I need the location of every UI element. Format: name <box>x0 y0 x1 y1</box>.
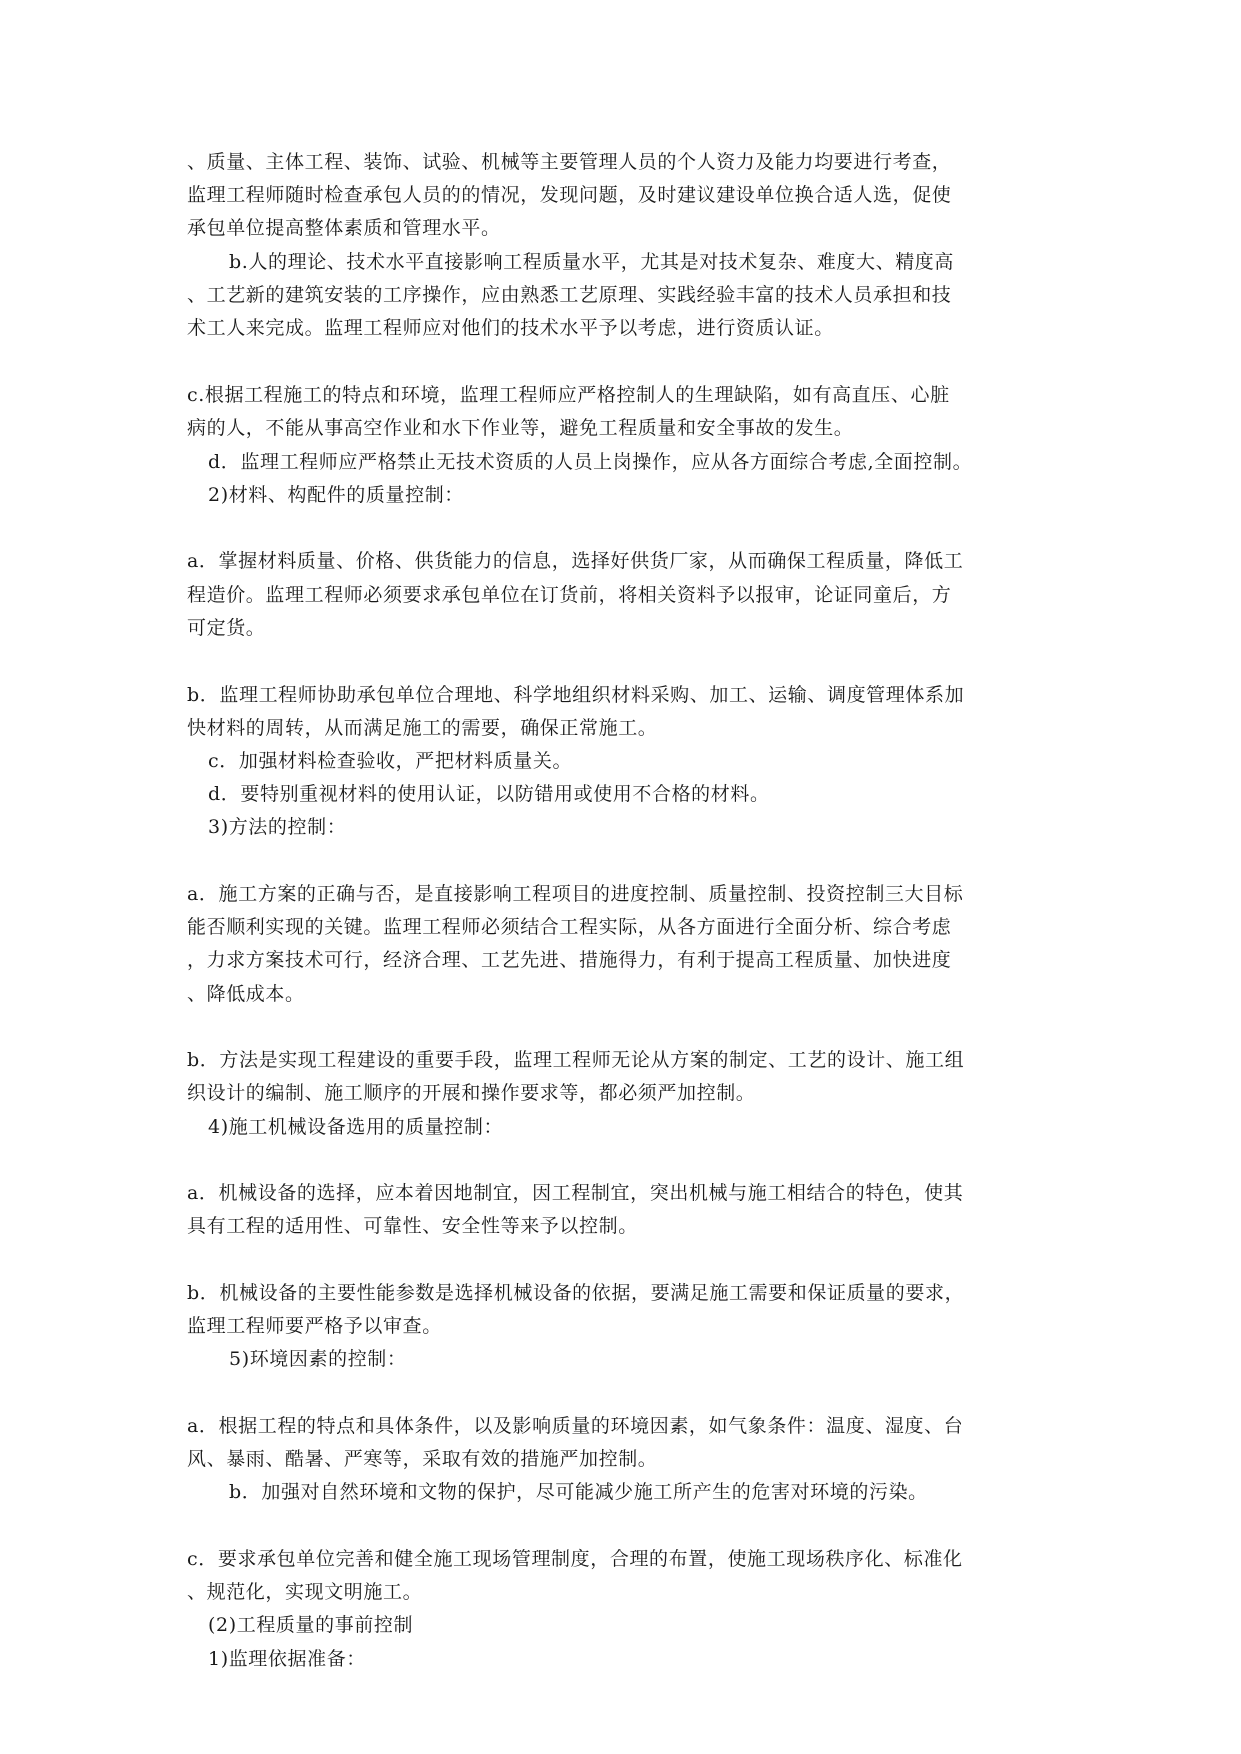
text-line: 病的人，不能从事高空作业和水下作业等，避免工程质量和安全事故的发生。 <box>187 417 854 439</box>
text-line: ，力求方案技术可行，经济合理、工艺先进、措施得力，有利于提高工程质量、加快进度 <box>187 949 952 971</box>
text-line: 、工艺新的建筑安装的工序操作，应由熟悉工艺原理、实践经验丰富的技术人员承担和技 <box>187 284 952 306</box>
text-line: 监理工程师随时检查承包人员的的情况，发现问题，及时建议建设单位换合适人选，促使 <box>187 184 952 206</box>
text-line: 织设计的编制、施工顺序的开展和操作要求等，都必须严加控制。 <box>187 1082 756 1104</box>
text-line: 程造价。监理工程师必须要求承包单位在订货前，将相关资料予以报审，论证同童后，方 <box>187 584 952 606</box>
text-line: a．掌握材料质量、价格、供货能力的信息，选择好供货厂家，从而确保工程质量，降低工 <box>187 550 964 572</box>
text-line: b.人的理论、技术水平直接影响工程质量水平，尤其是对技术复杂、难度大、精度高 <box>229 251 955 273</box>
text-line: d．要特别重视材料的使用认证，以防错用或使用不合格的材料。 <box>208 783 770 805</box>
text-line: 、规范化，实现文明施工。 <box>187 1581 423 1603</box>
text-line: d．监理工程师应严格禁止无技术资质的人员上岗操作，应从各方面综合考虑,全面控制。 <box>208 451 973 473</box>
section-heading: 1)监理依据准备： <box>208 1648 366 1670</box>
text-line: 监理工程师要严格予以审查。 <box>187 1315 442 1337</box>
text-line: 承包单位提高整体素质和管理水平。 <box>187 217 501 239</box>
section-heading: 3)方法的控制： <box>208 816 347 838</box>
text-line: 、质量、主体工程、装饰、试验、机械等主要管理人员的个人资力及能力均要进行考查， <box>187 151 952 173</box>
text-line: b．监理工程师协助承包单位合理地、科学地组织材料采购、加工、运输、调度管理体系加 <box>187 684 965 706</box>
text-line: b．方法是实现工程建设的重要手段，监理工程师无论从方案的制定、工艺的设计、施工组 <box>187 1049 965 1071</box>
text-line: c.根据工程施工的特点和环境，监理工程师应严格控制人的生理缺陷，如有高直压、心脏 <box>187 384 950 406</box>
text-line: 风、暴雨、酷暑、严寒等，采取有效的措施严加控制。 <box>187 1448 658 1470</box>
text-line: b．加强对自然环境和文物的保护，尽可能减少施工所产生的危害对环境的污染。 <box>229 1481 928 1503</box>
text-line: 快材料的周转，从而满足施工的需要，确保正常施工。 <box>187 717 658 739</box>
text-line: a．机械设备的选择，应本着因地制宜，因工程制宜，突出机械与施工相结合的特色，使其 <box>187 1182 964 1204</box>
section-heading: 5)环境因素的控制： <box>229 1348 407 1370</box>
text-line: 具有工程的适用性、可靠性、安全性等来予以控制。 <box>187 1215 638 1237</box>
text-line: c．要求承包单位完善和健全施工现场管理制度，合理的布置，使施工现场秩序化、标准化 <box>187 1548 963 1570</box>
section-heading: 2)材料、构配件的质量控制： <box>208 484 464 506</box>
text-line: b．机械设备的主要性能参数是选择机械设备的依据，要满足施工需要和保证质量的要求， <box>187 1282 965 1304</box>
text-line: 能否顺利实现的关键。监理工程师必须结合工程实际，从各方面进行全面分析、综合考虑 <box>187 916 952 938</box>
text-line: 可定货。 <box>187 617 266 639</box>
text-line: 术工人来完成。监理工程师应对他们的技术水平予以考虑，进行资质认证。 <box>187 317 834 339</box>
text-line: c．加强材料检查验收，严把材料质量关。 <box>208 750 573 772</box>
section-heading: 4)施工机械设备选用的质量控制： <box>208 1116 504 1138</box>
text-line: a．根据工程的特点和具体条件，以及影响质量的环境因素，如气象条件：温度、湿度、台 <box>187 1415 964 1437</box>
text-line: a．施工方案的正确与否，是直接影响工程项目的进度控制、质量控制、投资控制三大目标 <box>187 883 964 905</box>
text-line: 、降低成本。 <box>187 983 305 1005</box>
section-heading: (2)工程质量的事前控制 <box>208 1614 414 1636</box>
